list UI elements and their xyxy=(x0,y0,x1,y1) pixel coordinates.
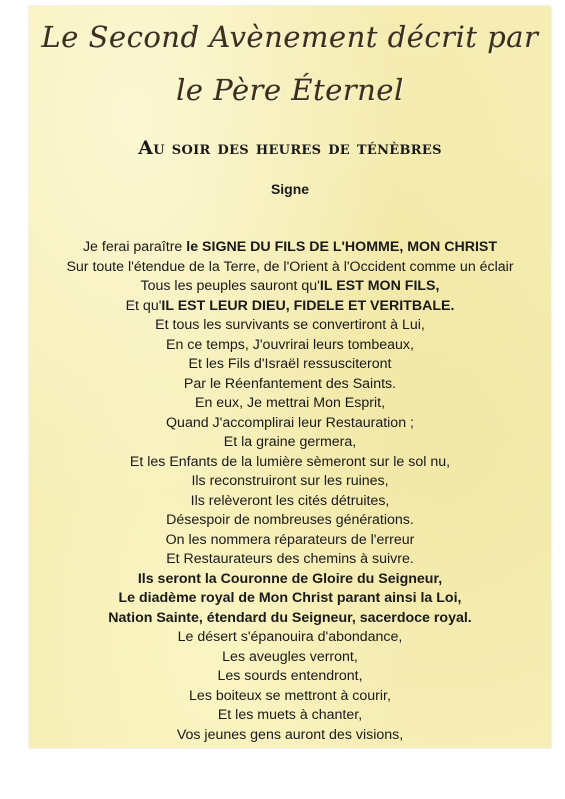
poem-emphasis: IL EST MON FILS, xyxy=(319,278,440,294)
poem-line: On les nommera réparateurs de l'erreur xyxy=(165,531,415,548)
poem-line: Les sourds entendront, xyxy=(217,668,363,684)
poem-line: Par le Réenfantement des Saints. xyxy=(183,375,397,392)
poem-line: Et Restaurateurs des chemins à suivre. xyxy=(166,551,414,567)
poem-line: Désespoir de nombreuses générations. xyxy=(166,512,414,528)
section-heading: Signe xyxy=(270,181,310,197)
poem-line: Et les Fils d'Israël ressusciteront xyxy=(188,356,392,372)
poem-text: Tous les peuples sauront qu' xyxy=(140,278,320,294)
poem-line: Vos jeunes gens auront des visions, xyxy=(176,726,404,743)
page-title-line-2: le Père Éternel xyxy=(176,73,404,107)
poem-line: Et les muets à chanter, xyxy=(217,707,363,723)
poem-line: En eux, Je mettrai Mon Esprit, xyxy=(194,395,386,411)
poem-line: Et la graine germera, xyxy=(223,434,357,450)
poem-line xyxy=(29,277,551,297)
subtitle: Au soir des heures de ténèbres xyxy=(138,137,442,159)
poem-line: Sur toute l'étendue de la Terre, de l'Orient à l'Occident comme un éclair xyxy=(66,258,514,275)
poem-line: Ils seront la Couronne de Gloire du Seigneur, xyxy=(137,570,443,587)
poem-line xyxy=(29,238,551,258)
poem-text: Je ferai paraître xyxy=(82,239,187,255)
poem-text: Et qu' xyxy=(125,297,162,314)
poem-line: Ils relèveront les cités détruites, xyxy=(190,492,390,509)
poem-line: Le diadème royal de Mon Christ parant ainsi la Loi, xyxy=(118,590,462,606)
poem-line: Le désert s'épanouira d'abondance, xyxy=(177,629,403,645)
poem-line: Les aveugles verront, xyxy=(222,648,358,665)
poem-line: Les boiteux se mettront à courir, xyxy=(189,687,391,704)
poem-line: Ils reconstruiront sur les ruines, xyxy=(191,473,389,489)
poem-body xyxy=(29,238,551,745)
poem-line: Nation Sainte, étendard du Seigneur, sacerdoce royal. xyxy=(108,609,472,626)
poem-line: Et les Enfants de la lumière sèmeront sur le sol nu, xyxy=(129,453,451,470)
poem-line: Et tous les survivants se convertiront à Lui, xyxy=(155,317,425,333)
poem-line: En ce temps, J'ouvrirai leurs tombeaux, xyxy=(166,336,414,353)
poem-emphasis: le SIGNE DU FILS DE L'HOMME, MON CHRIST xyxy=(186,239,498,255)
parchment-page xyxy=(29,6,551,748)
page-title-line-1: Le Second Avènement décrit par xyxy=(41,20,539,54)
poem-emphasis: IL EST LEUR DIEU, FIDELE ET VERITBALE. xyxy=(161,297,455,314)
poem-line xyxy=(29,297,551,317)
poem-line: Quand J'accomplirai leur Restauration ; xyxy=(166,414,414,431)
